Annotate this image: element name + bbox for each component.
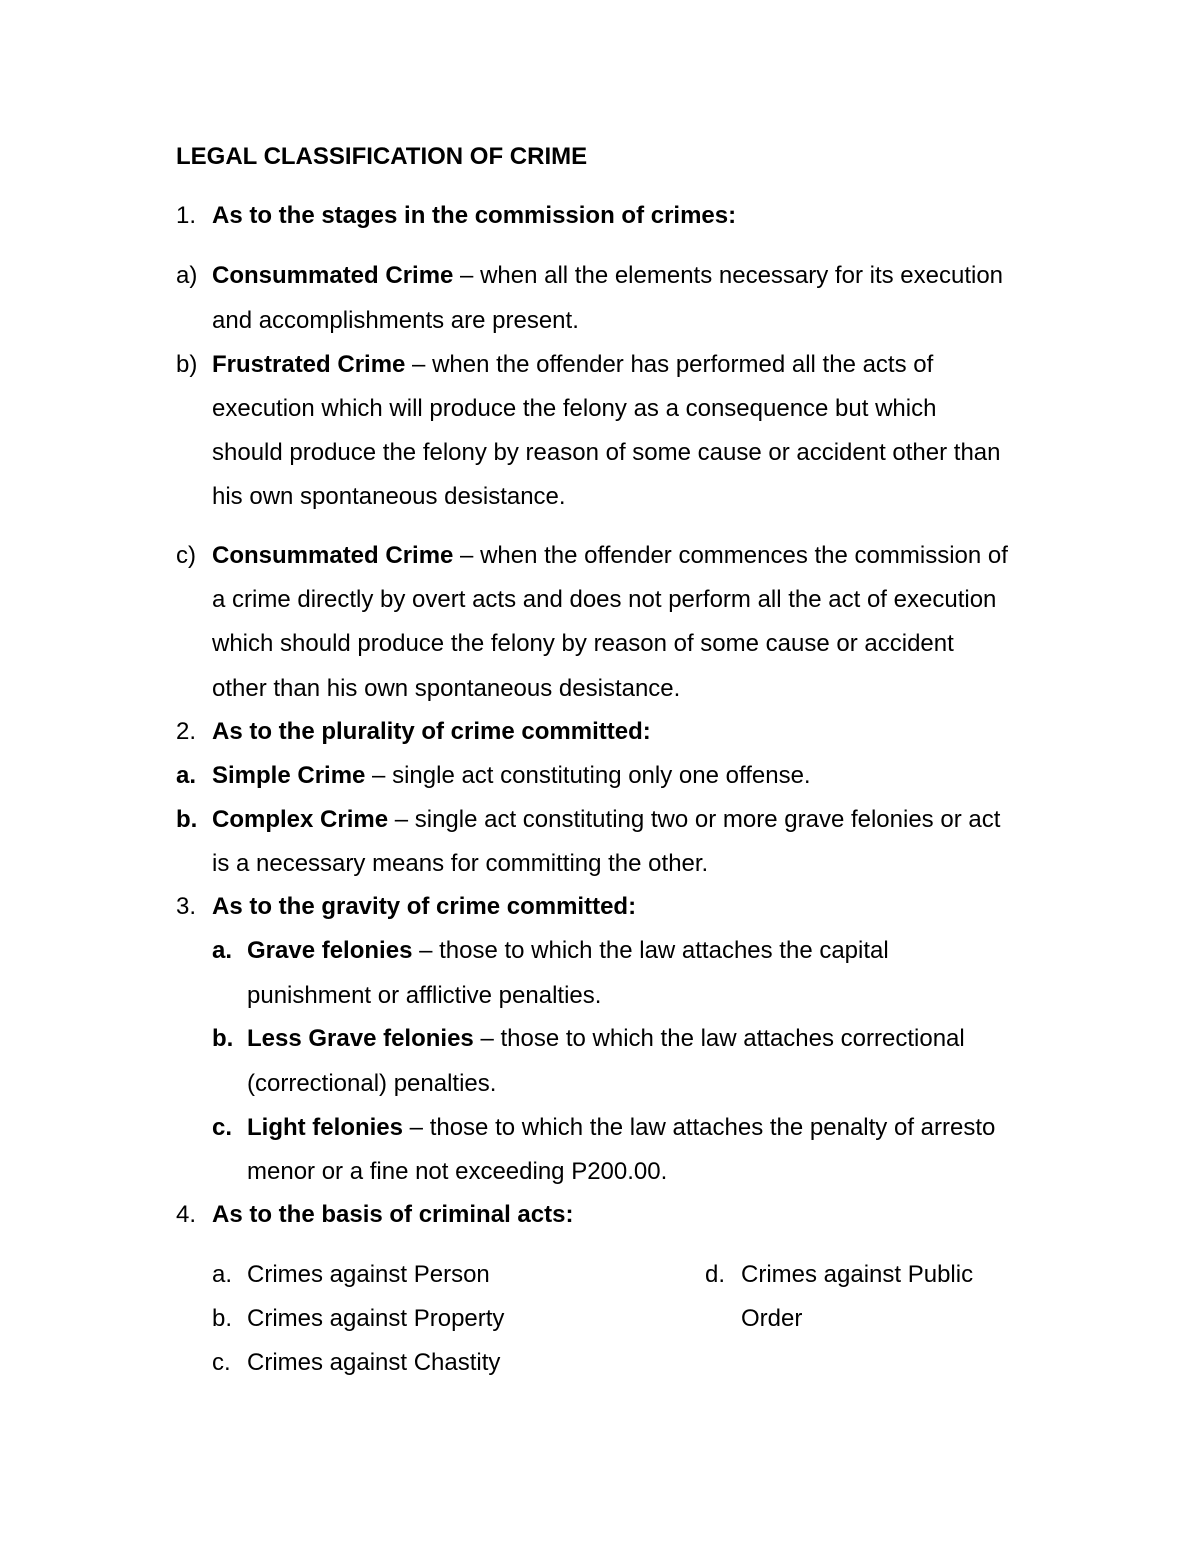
section-1-number: 1.	[176, 202, 197, 229]
item-term: Light felonies	[247, 1114, 403, 1141]
section-3-item-a-line-2: punishment or afflictive penalties.	[247, 982, 602, 1009]
section-1-item-b-line-2: execution which will produce the felony as a consequence but which	[212, 395, 937, 422]
item-term: Grave felonies	[247, 937, 413, 964]
item-line-1	[247, 1025, 965, 1053]
section-2-number: 2.	[176, 718, 197, 745]
item-marker: d.	[705, 1261, 726, 1288]
item-separator: –	[403, 1114, 430, 1141]
section-4-item-d-line-2: Order	[741, 1305, 803, 1332]
item-separator: –	[412, 937, 440, 964]
section-3-item-c-line-2: menor or a fine not exceeding P200.00.	[247, 1158, 668, 1185]
item-marker: b.	[212, 1305, 233, 1332]
section-1-item-a-line-2: and accomplishments are present.	[212, 307, 579, 334]
section-4-heading-text: As to the basis of criminal acts:	[212, 1201, 574, 1228]
item-term: Consummated Crime	[212, 262, 454, 289]
item-marker: c.	[212, 1114, 233, 1141]
item-marker: b.	[176, 806, 198, 833]
item-marker: c)	[176, 542, 196, 569]
item-description: when the offender has performed all the acts of	[432, 351, 934, 378]
item-description: those to which the law attaches the penalty of arresto	[429, 1114, 996, 1141]
item-marker: a)	[176, 262, 198, 289]
item-line-1	[247, 937, 889, 965]
item-description: those to which the law attaches correctional	[500, 1025, 965, 1052]
item-marker: c.	[212, 1349, 231, 1376]
section-1-item-c-line-4: other than his own spontaneous desistance.	[212, 675, 681, 702]
item-line-1	[212, 762, 811, 790]
item-text: Crimes against Public	[741, 1261, 974, 1288]
item-text: Crimes against Property	[247, 1305, 505, 1332]
document-title: LEGAL CLASSIFICATION OF CRIME	[176, 143, 588, 170]
section-1-item-c-line-3: which should produce the felony by reason of some cause or accident	[212, 630, 954, 657]
item-marker: b.	[212, 1025, 234, 1052]
item-term: Complex Crime	[212, 806, 389, 833]
section-3-heading-text: As to the gravity of crime committed:	[212, 893, 637, 920]
section-2-heading-text: As to the plurality of crime committed:	[212, 718, 651, 745]
section-4-number: 4.	[176, 1201, 197, 1228]
item-separator: –	[365, 762, 393, 789]
item-marker: a.	[212, 937, 233, 964]
section-1-item-c-line-2: a crime directly by overt acts and does not perform all the act of execution	[212, 586, 997, 613]
item-line-1	[247, 1114, 995, 1142]
item-term: Frustrated Crime	[212, 351, 406, 378]
item-marker: a.	[212, 1261, 233, 1288]
item-separator: –	[453, 262, 481, 289]
section-3-item-b-line-2: (correctional) penalties.	[247, 1070, 497, 1097]
item-description: when the offender commences the commission of	[480, 542, 1008, 569]
item-term: Consummated Crime	[212, 542, 454, 569]
section-1-heading-text: As to the stages in the commission of crimes:	[212, 202, 737, 229]
item-marker: b)	[176, 351, 198, 378]
item-separator: –	[405, 351, 433, 378]
item-text: Crimes against Chastity	[247, 1349, 501, 1376]
item-description: when all the elements necessary for its execution	[480, 262, 1004, 289]
item-description: those to which the law attaches the capital	[439, 937, 889, 964]
section-2-item-b-line-2: is a necessary means for committing the other.	[212, 850, 709, 877]
item-line-1	[212, 806, 1000, 834]
item-separator: –	[388, 806, 415, 833]
item-text: Crimes against Person	[247, 1261, 490, 1288]
item-description: single act constituting only one offense.	[392, 762, 811, 789]
item-term: Less Grave felonies	[247, 1025, 474, 1052]
item-line-1	[212, 351, 933, 379]
item-line-1	[212, 542, 1008, 570]
item-term: Simple Crime	[212, 762, 366, 789]
section-1-item-b-line-3: should produce the felony by reason of some cause or accident other than	[212, 439, 1001, 466]
section-3-number: 3.	[176, 893, 197, 920]
item-line-1	[212, 262, 1003, 290]
item-description: single act constituting two or more grave felonies or act	[414, 806, 1001, 833]
item-marker: a.	[176, 762, 197, 789]
item-separator: –	[473, 1025, 501, 1052]
item-separator: –	[453, 542, 481, 569]
section-1-item-b-line-4: his own spontaneous desistance.	[212, 483, 566, 510]
